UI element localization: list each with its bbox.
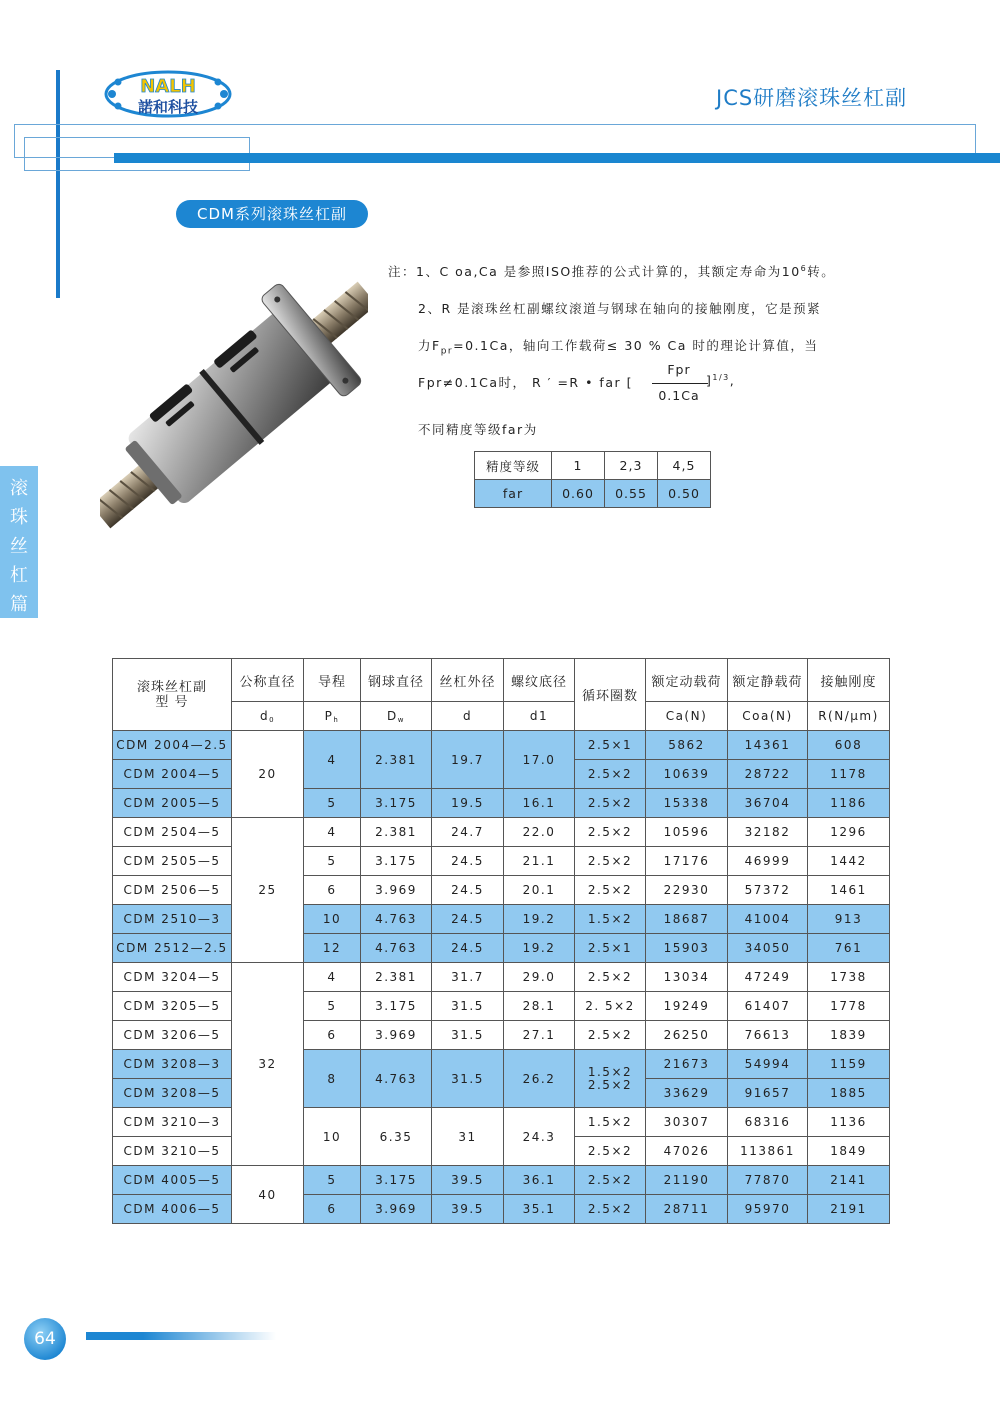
od-cell: 31.5 xyxy=(432,992,504,1021)
od-cell: 24.5 xyxy=(432,847,504,876)
ball-cell: 4.763 xyxy=(361,905,432,934)
ball-cell: 6.35 xyxy=(361,1108,432,1166)
model-cell: CDM 3206—5 xyxy=(113,1021,232,1050)
section-pill: CDM系列滚珠丝杠副 xyxy=(176,200,368,228)
static-load-cell: 77870 xyxy=(728,1166,808,1195)
stiffness-cell: 1296 xyxy=(808,818,890,847)
exponent: 1/3 xyxy=(712,373,730,382)
table-row xyxy=(113,876,890,905)
logo-text-top: NALH xyxy=(140,76,196,97)
root-cell: 27.1 xyxy=(504,1021,575,1050)
header-nominal-diameter: 公称直径 xyxy=(232,659,304,702)
note-line-2: 2、R 是滚珠丝杠副螺纹滚道与钢球在轴向的接触刚度，它是预紧 xyxy=(418,301,822,316)
root-cell: 28.1 xyxy=(504,992,575,1021)
spec-header-row xyxy=(113,659,890,702)
header-static-load: 额定静载荷 xyxy=(728,659,808,702)
model-cell: CDM 3204—5 xyxy=(113,963,232,992)
table-row xyxy=(113,818,890,847)
dynamic-load-cell: 5862 xyxy=(646,731,728,760)
far-header-cell: 1 xyxy=(552,452,605,480)
lead-cell: 10 xyxy=(304,905,361,934)
stiffness-cell: 1178 xyxy=(808,760,890,789)
table-row xyxy=(113,1021,890,1050)
table-row xyxy=(113,1166,890,1195)
stiffness-cell: 761 xyxy=(808,934,890,963)
circuits-cell: 2. 5×2 xyxy=(575,992,646,1021)
lead-cell: 4 xyxy=(304,731,361,789)
symbol-d1: d1 xyxy=(504,702,575,731)
table-row xyxy=(113,847,890,876)
static-load-cell: 68316 xyxy=(728,1108,808,1137)
od-cell: 39.5 xyxy=(432,1195,504,1224)
symbol-coa: Coa(N) xyxy=(728,702,808,731)
model-cell: CDM 2504—5 xyxy=(113,818,232,847)
model-cell: CDM 2510—3 xyxy=(113,905,232,934)
root-cell: 22.0 xyxy=(504,818,575,847)
circuits-cell: 2.5×2 xyxy=(575,818,646,847)
header-ball-diameter: 钢球直径 xyxy=(361,659,432,702)
stiffness-cell: 1885 xyxy=(808,1079,890,1108)
note-line-1-text: 注：1、C oa,Ca 是参照ISO推荐的公式计算的，其额定寿命为10 xyxy=(388,264,801,279)
circuits-cell: 2.5×2 xyxy=(575,1166,646,1195)
model-cell: CDM 2004—5 xyxy=(113,760,232,789)
far-header-cell: 2,3 xyxy=(605,452,658,480)
side-tab-char: 丝 xyxy=(10,536,28,557)
model-cell: CDM 2004—2.5 xyxy=(113,731,232,760)
table-row xyxy=(113,731,890,760)
footer-band xyxy=(86,1332,276,1340)
far-header-cell: 4,5 xyxy=(658,452,711,480)
far-table xyxy=(474,451,711,508)
symbol-dw xyxy=(361,702,432,731)
far-value-cell: 0.50 xyxy=(658,480,711,508)
page-number: 64 xyxy=(24,1318,66,1360)
lead-cell: 6 xyxy=(304,876,361,905)
circuits-line: 2.5×2 xyxy=(587,1077,633,1092)
stiffness-cell: 1461 xyxy=(808,876,890,905)
root-cell: 24.3 xyxy=(504,1108,575,1166)
note-line-1 xyxy=(388,262,835,280)
stiffness-cell: 1186 xyxy=(808,789,890,818)
static-load-cell: 91657 xyxy=(728,1079,808,1108)
symbol-d0-text: d xyxy=(259,708,270,723)
header-outer-diameter: 丝杠外径 xyxy=(432,659,504,702)
od-cell: 31 xyxy=(432,1108,504,1166)
ball-cell: 3.969 xyxy=(361,876,432,905)
circuits-cell: 2.5×2 xyxy=(575,1195,646,1224)
nominal-diameter-cell: 20 xyxy=(232,731,304,818)
dynamic-load-cell: 33629 xyxy=(646,1079,728,1108)
model-cell: CDM 3210—5 xyxy=(113,1137,232,1166)
dynamic-load-cell: 22930 xyxy=(646,876,728,905)
lead-cell: 5 xyxy=(304,847,361,876)
static-load-cell: 76613 xyxy=(728,1021,808,1050)
stiffness-cell: 1738 xyxy=(808,963,890,992)
fraction-denominator: 0.1Ca xyxy=(658,388,700,403)
model-cell: CDM 2512—2.5 xyxy=(113,934,232,963)
static-load-cell: 28722 xyxy=(728,760,808,789)
circuits-cell: 2.5×2 xyxy=(575,1021,646,1050)
ball-cell: 4.763 xyxy=(361,934,432,963)
static-load-cell: 57372 xyxy=(728,876,808,905)
static-load-cell: 46999 xyxy=(728,847,808,876)
model-cell: CDM 3210—3 xyxy=(113,1108,232,1137)
lead-cell: 6 xyxy=(304,1195,361,1224)
dynamic-load-cell: 21190 xyxy=(646,1166,728,1195)
spec-table-body xyxy=(113,731,890,1224)
static-load-cell: 54994 xyxy=(728,1050,808,1079)
ball-cell: 3.969 xyxy=(361,1021,432,1050)
trailing-comma: , xyxy=(729,373,736,389)
root-cell: 21.1 xyxy=(504,847,575,876)
header-lead: 导程 xyxy=(304,659,361,702)
root-cell: 35.1 xyxy=(504,1195,575,1224)
side-tab-char: 珠 xyxy=(10,507,28,528)
symbol-dw-text: D xyxy=(387,708,398,723)
od-cell: 24.7 xyxy=(432,818,504,847)
dynamic-load-cell: 21673 xyxy=(646,1050,728,1079)
table-row xyxy=(113,1195,890,1224)
circuits-cell: 2.5×2 xyxy=(575,847,646,876)
dynamic-load-cell: 10596 xyxy=(646,818,728,847)
symbol-r: R(N/μm) xyxy=(808,702,890,731)
lead-cell: 10 xyxy=(304,1108,361,1166)
static-load-cell: 32182 xyxy=(728,818,808,847)
od-cell: 24.5 xyxy=(432,934,504,963)
stiffness-cell: 2191 xyxy=(808,1195,890,1224)
static-load-cell: 113861 xyxy=(728,1137,808,1166)
dynamic-load-cell: 47026 xyxy=(646,1137,728,1166)
fraction-bar xyxy=(652,383,708,384)
ball-cell: 3.969 xyxy=(361,1195,432,1224)
static-load-cell: 95970 xyxy=(728,1195,808,1224)
model-cell: CDM 2505—5 xyxy=(113,847,232,876)
root-cell: 16.1 xyxy=(504,789,575,818)
symbol-d0-sub: 0 xyxy=(269,715,276,724)
od-cell: 24.5 xyxy=(432,905,504,934)
circuits-cell: 1.5×2 xyxy=(575,905,646,934)
table-row xyxy=(113,1050,890,1079)
header-model: 滚珠丝杠副 型 号 xyxy=(113,659,232,731)
page-title: JCS研磨滚珠丝杠副 xyxy=(716,86,908,110)
symbol-ph-sub: h xyxy=(333,715,340,724)
dynamic-load-cell: 15338 xyxy=(646,789,728,818)
circuits-cell: 2.5×2 xyxy=(575,1137,646,1166)
ball-screw-photo xyxy=(100,278,368,532)
note-line-5: 不同精度等级far为 xyxy=(418,422,538,437)
dynamic-load-cell: 26250 xyxy=(646,1021,728,1050)
static-load-cell: 47249 xyxy=(728,963,808,992)
ball-cell: 3.175 xyxy=(361,1166,432,1195)
note-line-1-sup: 6 xyxy=(800,263,808,273)
stiffness-cell: 608 xyxy=(808,731,890,760)
note-line-1-suffix: 转。 xyxy=(807,264,836,279)
ball-cell: 3.175 xyxy=(361,789,432,818)
stiffness-cell: 1849 xyxy=(808,1137,890,1166)
stiffness-cell: 1159 xyxy=(808,1050,890,1079)
circuits-cell: 1.5×2 xyxy=(575,1108,646,1137)
ball-cell: 3.175 xyxy=(361,992,432,1021)
static-load-cell: 34050 xyxy=(728,934,808,963)
ball-cell: 2.381 xyxy=(361,818,432,847)
ball-cell: 2.381 xyxy=(361,731,432,789)
circuits-line: 1.5×2 xyxy=(587,1064,633,1079)
table-row xyxy=(113,992,890,1021)
symbol-ph-text: P xyxy=(324,708,334,723)
nominal-diameter-cell: 25 xyxy=(232,818,304,963)
od-cell: 31.7 xyxy=(432,963,504,992)
ball-cell: 4.763 xyxy=(361,1050,432,1108)
od-cell: 19.5 xyxy=(432,789,504,818)
model-cell: CDM 4006—5 xyxy=(113,1195,232,1224)
ball-cell: 3.175 xyxy=(361,847,432,876)
header-stiffness: 接触刚度 xyxy=(808,659,890,702)
lead-cell: 4 xyxy=(304,818,361,847)
note-line-3-sub: pr xyxy=(440,346,454,357)
ball-cell: 2.381 xyxy=(361,963,432,992)
root-cell: 26.2 xyxy=(504,1050,575,1108)
stiffness-cell: 1442 xyxy=(808,847,890,876)
far-table-value-row xyxy=(475,480,711,508)
stiffness-cell: 1778 xyxy=(808,992,890,1021)
dynamic-load-cell: 10639 xyxy=(646,760,728,789)
stiffness-cell: 2141 xyxy=(808,1166,890,1195)
company-logo xyxy=(104,70,232,118)
od-cell: 31.5 xyxy=(432,1050,504,1108)
static-load-cell: 14361 xyxy=(728,731,808,760)
formula-fraction xyxy=(650,362,713,406)
header-vertical-line xyxy=(56,70,60,298)
far-table-header-row xyxy=(475,452,711,480)
static-load-cell: 61407 xyxy=(728,992,808,1021)
bracket-close: ] xyxy=(706,373,713,389)
lead-cell: 12 xyxy=(304,934,361,963)
table-row xyxy=(113,905,890,934)
far-value-cell: far xyxy=(475,480,552,508)
lead-cell: 5 xyxy=(304,1166,361,1195)
root-cell: 36.1 xyxy=(504,1166,575,1195)
dynamic-load-cell: 19249 xyxy=(646,992,728,1021)
spec-table xyxy=(112,658,890,1224)
side-tab xyxy=(0,466,38,618)
logo-text-bottom: 諾和科技 xyxy=(137,98,199,116)
note-line-4-right xyxy=(706,373,735,388)
circuits-cell: 2.5×2 xyxy=(575,760,646,789)
circuits-cell: 2.5×2 xyxy=(575,789,646,818)
model-cell: CDM 2005—5 xyxy=(113,789,232,818)
note-line-4-left: Fpr≠0.1Ca时， R ′ =R • far [ xyxy=(418,375,633,390)
nominal-diameter-cell: 32 xyxy=(232,963,304,1166)
table-row xyxy=(113,934,890,963)
od-cell: 24.5 xyxy=(432,876,504,905)
model-cell: CDM 3208—3 xyxy=(113,1050,232,1079)
lead-cell: 5 xyxy=(304,992,361,1021)
side-tab-char: 篇 xyxy=(10,594,28,615)
lead-cell: 8 xyxy=(304,1050,361,1108)
far-header-cell: 精度等级 xyxy=(475,452,552,480)
stiffness-cell: 1136 xyxy=(808,1108,890,1137)
model-cell: CDM 4005—5 xyxy=(113,1166,232,1195)
fraction-numerator: Fpr xyxy=(667,362,691,377)
table-row xyxy=(113,963,890,992)
root-cell: 29.0 xyxy=(504,963,575,992)
header-dynamic-load: 额定动载荷 xyxy=(646,659,728,702)
note-line-3-a: 力F xyxy=(418,338,441,353)
symbol-ph xyxy=(304,702,361,731)
stiffness-cell: 1839 xyxy=(808,1021,890,1050)
symbol-d0 xyxy=(232,702,304,731)
symbol-d: d xyxy=(432,702,504,731)
od-cell: 19.7 xyxy=(432,731,504,789)
model-cell: CDM 2506—5 xyxy=(113,876,232,905)
od-cell: 39.5 xyxy=(432,1166,504,1195)
circuits-cell xyxy=(575,1050,646,1108)
dynamic-load-cell: 15903 xyxy=(646,934,728,963)
circuits-cell: 2.5×1 xyxy=(575,731,646,760)
stiffness-cell: 913 xyxy=(808,905,890,934)
header-root-diameter: 螺纹底径 xyxy=(504,659,575,702)
header-circuits: 循环圈数 xyxy=(575,659,646,731)
far-value-cell: 0.60 xyxy=(552,480,605,508)
lead-cell: 6 xyxy=(304,1021,361,1050)
dynamic-load-cell: 30307 xyxy=(646,1108,728,1137)
lead-cell: 4 xyxy=(304,963,361,992)
static-load-cell: 41004 xyxy=(728,905,808,934)
symbol-ca: Ca(N) xyxy=(646,702,728,731)
model-cell: CDM 3208—5 xyxy=(113,1079,232,1108)
root-cell: 20.1 xyxy=(504,876,575,905)
note-line-3 xyxy=(418,336,818,357)
dynamic-load-cell: 13034 xyxy=(646,963,728,992)
od-cell: 31.5 xyxy=(432,1021,504,1050)
lead-cell: 5 xyxy=(304,789,361,818)
model-cell: CDM 3205—5 xyxy=(113,992,232,1021)
circuits-cell: 2.5×2 xyxy=(575,963,646,992)
root-cell: 17.0 xyxy=(504,731,575,789)
table-row xyxy=(113,1108,890,1137)
symbol-dw-sub: w xyxy=(397,715,405,724)
side-tab-char: 滚 xyxy=(10,478,28,499)
side-tab-char: 杠 xyxy=(10,565,28,586)
nominal-diameter-cell: 40 xyxy=(232,1166,304,1224)
note-line-3-b: =0.1Ca，轴向工作载荷≤ 30 % Ca 时的理论计算值，当 xyxy=(453,338,819,353)
circuits-cell: 2.5×1 xyxy=(575,934,646,963)
table-row xyxy=(113,789,890,818)
root-cell: 19.2 xyxy=(504,934,575,963)
dynamic-load-cell: 17176 xyxy=(646,847,728,876)
far-value-cell: 0.55 xyxy=(605,480,658,508)
circuits-cell: 2.5×2 xyxy=(575,876,646,905)
header-band xyxy=(114,153,1000,163)
dynamic-load-cell: 28711 xyxy=(646,1195,728,1224)
dynamic-load-cell: 18687 xyxy=(646,905,728,934)
root-cell: 19.2 xyxy=(504,905,575,934)
static-load-cell: 36704 xyxy=(728,789,808,818)
